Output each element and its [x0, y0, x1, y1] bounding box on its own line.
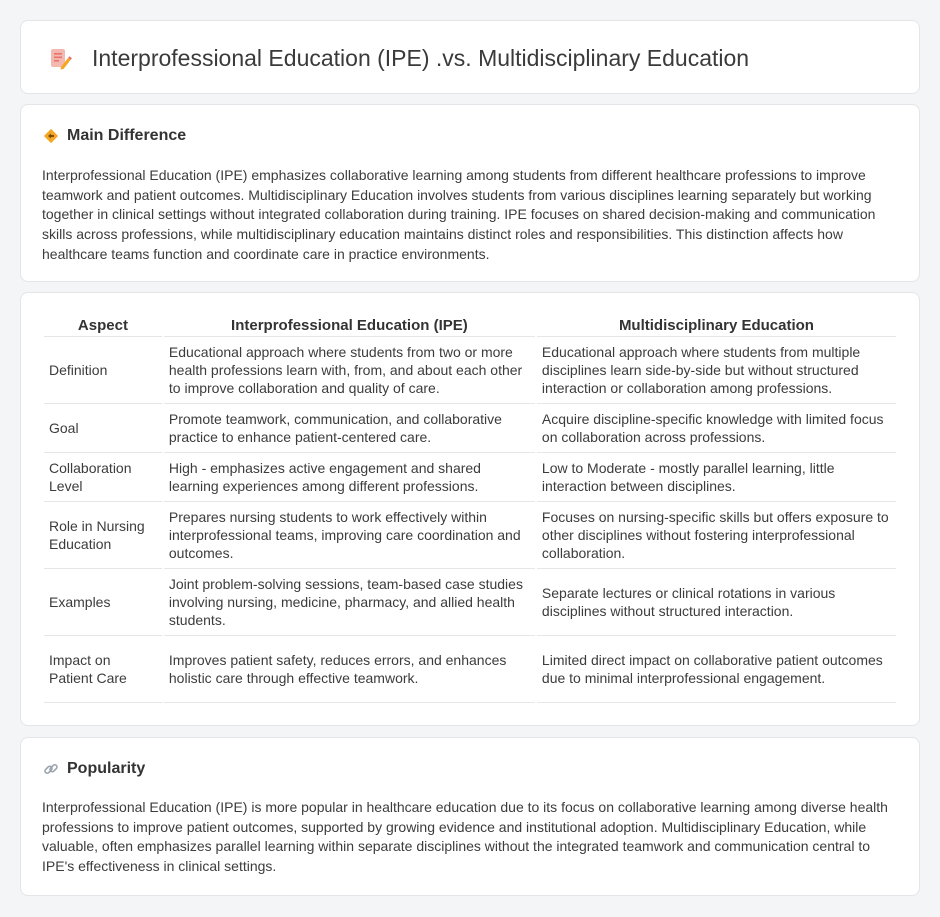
- page-title: Interprofessional Education (IPE) .vs. Multidisciplinary Education: [92, 45, 750, 71]
- popularity-header: [43, 760, 145, 778]
- table-row: [44, 569, 896, 636]
- table-header-row: [44, 315, 896, 337]
- aspect-cell: Definition: [44, 337, 162, 404]
- column-header-ipe: Interprofessional Education (IPE): [164, 315, 535, 337]
- aspect-cell: Impact on Patient Care: [44, 636, 162, 703]
- comparison-table: [42, 315, 898, 703]
- table-row: [44, 337, 896, 404]
- multidisciplinary-cell: Educational approach where students from multiple disciplines learn side-by-side but without structured interaction or collaboration among professions.: [537, 337, 896, 404]
- ipe-cell: Improves patient safety, reduces errors, and enhances holistic care through effective teamwork.: [164, 636, 535, 703]
- multidisciplinary-cell: Separate lectures or clinical rotations in various disciplines without structured interaction.: [537, 569, 896, 636]
- link-icon: [43, 761, 59, 777]
- multidisciplinary-cell: Low to Moderate - mostly parallel learning, little interaction between disciplines.: [537, 453, 896, 502]
- aspect-cell: Examples: [44, 569, 162, 636]
- multidisciplinary-cell: Acquire discipline-specific knowledge with limited focus on collaboration across professions.: [537, 404, 896, 453]
- table-row: [44, 636, 896, 703]
- ipe-cell: High - emphasizes active engagement and shared learning experiences among different professions.: [164, 453, 535, 502]
- aspect-cell: Collaboration Level: [44, 453, 162, 502]
- multidisciplinary-cell: Limited direct impact on collaborative patient outcomes due to minimal interprofessional engagement.: [537, 636, 896, 703]
- ipe-cell: Joint problem-solving sessions, team-based case studies involving nursing, medicine, pharmacy, and allied health students.: [164, 569, 535, 636]
- popularity-heading: Popularity: [67, 760, 146, 777]
- popularity-text: Interprofessional Education (IPE) is more popular in healthcare education due to its focus on collaborative learning among diverse health professions to improve patient outcomes, supported by growing evidence and institutional adoption. Multidisciplinary Education, while valuable, often emphasizes parallel learning within separate disciplines without the integrated teamwork and communication central to IPE's effectiveness in clinical settings.: [42, 799, 888, 875]
- multidisciplinary-cell: Focuses on nursing-specific skills but offers exposure to other disciplines without fostering interprofessional collaboration.: [537, 502, 896, 569]
- ipe-cell: Educational approach where students from two or more health professions learn with, from, and about each other to improve collaboration and quality of care.: [164, 337, 535, 404]
- document-pen-icon: [48, 47, 72, 71]
- column-header-multidisciplinary: Multidisciplinary Education: [537, 315, 896, 337]
- table-row: [44, 453, 896, 502]
- column-header-aspect: Aspect: [44, 315, 162, 337]
- popularity-section: [20, 737, 920, 896]
- aspect-cell: Goal: [44, 404, 162, 453]
- ipe-cell: Promote teamwork, communication, and collaborative practice to enhance patient-centered care.: [164, 404, 535, 453]
- main-difference-header: [43, 127, 186, 145]
- main-difference-heading: Main Difference: [67, 127, 187, 144]
- table-row: [44, 404, 896, 453]
- table-row: [44, 502, 896, 569]
- title-card: [20, 20, 920, 94]
- main-difference-section: [20, 104, 920, 282]
- main-difference-text: Interprofessional Education (IPE) emphasizes collaborative learning among students from different healthcare professions to improve teamwork and patient outcomes. Multidisciplinary Education involves students from various disciplines learning separately but working together in clinical settings without integrated collaboration during training. IPE focuses on shared decision-making and communication skills across professions, while multidisciplinary education maintains distinct roles and responsibilities. This distinction affects how healthcare teams function and coordinate care in practice environments.: [42, 167, 876, 262]
- diamond-arrows-icon: [43, 128, 59, 144]
- ipe-cell: Prepares nursing students to work effectively within interprofessional teams, improving care coordination and outcomes.: [164, 502, 535, 569]
- comparison-section: [20, 292, 920, 726]
- aspect-cell: Role in Nursing Education: [44, 502, 162, 569]
